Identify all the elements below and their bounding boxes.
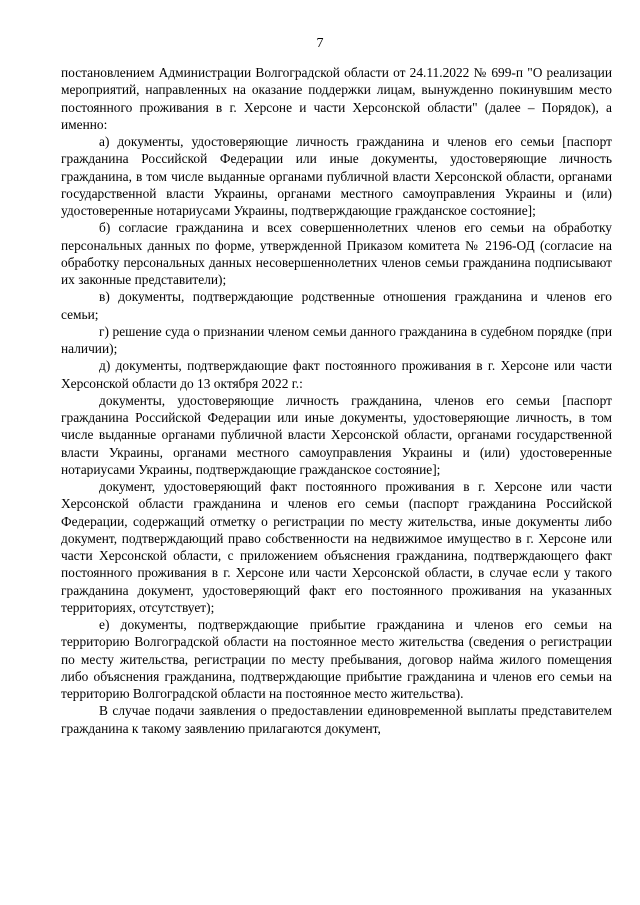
page-number: 7 xyxy=(316,36,324,51)
paragraph-item-v: в) документы, подтверждающие родственные отношения гражданина и членов его семьи; xyxy=(61,289,612,322)
paragraph-intro: постановлением Администрации Волгоградской области от 24.11.2022 № 699-п "О реализации мероприятий, направленных на оказание поддержки лицам, вынужденно покинувшим место постоянного проживания в г. Херсоне и части Херсонской области" (далее – Порядок), а именно: xyxy=(61,65,612,132)
paragraph-representative: В случае подачи заявления о предоставлении единовременной выплаты представителем гражданина к такому заявлению прилагаются документ, xyxy=(61,703,612,736)
paragraph-item-e: е) документы, подтверждающие прибытие гражданина и членов его семьи на территорию Волгоградской области на постоянное место жительства (сведения о регистрации по месту жительства, регистрации по месту пребывания, договор найма жилого помещения либо объяснения гражданина, подтверждающие прибытие гражданина и членов его семьи на территорию Волгоградской области на постоянное место жительства). xyxy=(61,617,612,701)
paragraph-residence-document: документ, удостоверяющий факт постоянного проживания в г. Херсоне или части Херсонской области гражданина и членов его семьи (паспорт гражданина Российской Федерации, содержащий отметку о регистрации по месту жительства, иные документы либо документ, подтверждающий право собственности на недвижимое имущество в г. Херсоне или части Херсонской области, с приложением объяснения гражданина, подтверждающего факт постоянного проживания в г. Херсоне или части Херсонской области, в случае если у такого гражданина документ, удостоверяющий факт его постоянного проживания на указанных территориях, отсутствует); xyxy=(61,479,612,615)
paragraph-item-b: б) согласие гражданина и всех совершеннолетних членов его семьи на обработку персональных данных по форме, утвержденной Приказом комитета № 2196-ОД (согласие на обработку персональных данных несовершеннолетних членов семьи гражданина подписывают их законные представители); xyxy=(61,220,612,287)
document-body xyxy=(61,64,612,737)
paragraph-item-d: д) документы, подтверждающие факт постоянного проживания в г. Херсоне или части Херсонской области до 13 октября 2022 г.: xyxy=(61,358,612,391)
paragraph-identity-documents: документы, удостоверяющие личность гражданина, членов его семьи [паспорт гражданина Российской Федерации или иные документы, удостоверяющие личность, в том числе выданные органами публичной власти Херсонской области, органами государственной власти Украины, органами местного самоуправления Украины и (или) удостоверенные нотариусами Украины, подтверждающие гражданское состояние]; xyxy=(61,392,612,477)
paragraph-item-g: г) решение суда о признании членом семьи данного гражданина в судебном порядке (при наличии); xyxy=(61,323,612,356)
paragraph-item-a: а) документы, удостоверяющие личность гражданина и членов его семьи [паспорт гражданина Российской Федерации или иные документы, удостоверяющие личность гражданина, в том числе выданные органами публичной власти Херсонской области, органами государственной власти Украины, органами местного самоуправления Украины и (или) удостоверенные нотариусами Украины, подтверждающие гражданское состояние]; xyxy=(61,134,612,218)
